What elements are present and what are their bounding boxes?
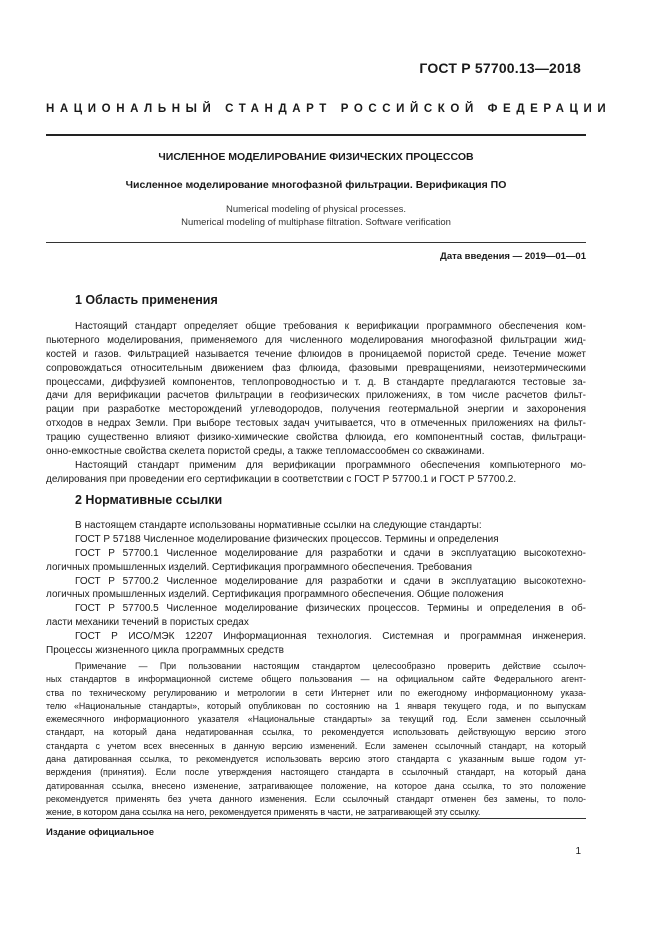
note-line: ных стандартов в информационной системе общего пользования — на официальном сайте Федерального агент- xyxy=(46,674,586,685)
note-line: рекомендуется применять без учета данного изменения. Если ссылочный стандарт отменен без замены, то поло- xyxy=(46,793,586,804)
note-line: датированная ссылка, внесено изменение, затрагивающее положение, на которое дана ссылка, то это положение xyxy=(46,780,586,791)
note-block xyxy=(46,660,586,820)
paragraph-line: отходов в недрах Земли. При выборе тестовых задач учитывается, что в отмеченных приложениях на фильт- xyxy=(46,418,586,430)
note-line: стандарта с учетом всех внесенных в данную версию изменений. Если заменен ссылочный стандарт, на который xyxy=(46,740,586,751)
note-line: ежемесячного информационного указателя «Национальные стандарты» за текущий год. Если заменен ссылочный xyxy=(46,714,586,725)
reference-line: ГОСТ Р 57700.1 Численное моделирование для разработки и сдачи в эксплуатацию высокотехно- xyxy=(75,547,586,559)
introduction-date: Дата введения — 2019—01—01 xyxy=(440,251,586,262)
reference-line: ГОСТ Р ИСО/МЭК 12207 Информационная технология. Системная и программная инженерия. xyxy=(75,631,586,643)
section-2-heading: 2 Нормативные ссылки xyxy=(75,493,223,507)
paragraph-line: дачи для верификации расчетов фильтрации в геофизических приложениях, в том числе расчетов фильт- xyxy=(46,390,586,402)
reference-line: ласти механики течений в пористых средах xyxy=(46,617,249,629)
paragraph-line: костей и газов. Фильтрацией называется течение флюидов в проницаемой пористой среде. Течение может xyxy=(46,348,586,360)
title-rule xyxy=(46,242,586,243)
footer-rule xyxy=(46,818,586,819)
paragraph-line: трацию существенно влияют физико-химические свойства флюида, его компонентный состав, фильтраци- xyxy=(46,432,586,444)
english-title-line-1: Numerical modeling of physical processes. xyxy=(225,204,407,215)
section-1-heading: 1 Область применения xyxy=(75,293,218,307)
document-subtitle: Численное моделирование многофазной фильтрации. Верификация ПО xyxy=(125,179,507,191)
note-line: верждения (принятия). Если после утверждения настоящего стандарта в ссылочный стандарт, на который дана xyxy=(46,767,586,778)
note-line: дана датированная ссылка, то рекомендуется использовать версию этого стандарта с указанным выше годом ут- xyxy=(46,754,586,765)
page-number: 1 xyxy=(575,846,581,857)
paragraph-line: Настоящий стандарт определяет общие требования к верификации программного обеспечения ком- xyxy=(75,321,586,332)
paragraph-line: пьютерного моделирования, применяемого для численного моделирования многофазной фильтрации жид- xyxy=(46,334,586,346)
reference-line: логичных промышленных изделий. Сертификация программного обеспечения. Общие положения xyxy=(46,589,504,601)
national-standard-banner: НАЦИОНАЛЬНЫЙ СТАНДАРТ РОССИЙСКОЙ ФЕДЕРАЦИИ xyxy=(46,103,612,115)
note-line: жение, в котором дана ссылка на него, рекомендуется применять в части, не затрагивающей эту ссылку. xyxy=(46,807,481,818)
reference-line: логичных промышленных изделий. Сертификация программного обеспечения. Требования xyxy=(46,561,473,573)
official-edition-label: Издание официальное xyxy=(46,827,154,838)
paragraph-line: Настоящий стандарт применим для верификации программного обеспечения компьютерного мо- xyxy=(75,459,586,471)
standard-code: ГОСТ Р 57700.13—2018 xyxy=(419,60,581,76)
paragraph-line: онно-емкостные свойства скелета пористой среды, а также тепломассообмен со скважинами. xyxy=(46,446,485,458)
reference-line: ГОСТ Р 57700.2 Численное моделирование для разработки и сдачи в эксплуатацию высокотехно- xyxy=(75,575,586,587)
header-rule xyxy=(46,134,586,136)
paragraph-line: рации при разработке месторождений углеводородов, получения геотермальной энергии и захоронения xyxy=(46,404,586,416)
paragraph-line: сопровождаться относительным движением фаз флюида, фазовыми превращениями, неизотермическими xyxy=(46,362,586,374)
note-line: ства по техническому регулированию и метрологии в сети Интернет или по ежегодному информационному указа- xyxy=(46,687,586,698)
english-title-line-2: Numerical modeling of multiphase filtration. Software verification xyxy=(181,217,451,228)
paragraph-line: процессами, диффузией компонентов, теплопроводностью и т. д. В стандарте предлагаются тестовые за- xyxy=(46,376,586,388)
reference-line: ГОСТ Р 57188 Численное моделирование физических процессов. Термины и определения xyxy=(75,533,499,545)
paragraph-line: В настоящем стандарте использованы нормативные ссылки на следующие стандарты: xyxy=(75,520,482,531)
note-line: стандарт, на который дана недатированная ссылка, то рекомендуется использовать действующую версию этого xyxy=(46,727,586,738)
document-title: ЧИСЛЕННОЕ МОДЕЛИРОВАНИЕ ФИЗИЧЕСКИХ ПРОЦЕССОВ xyxy=(158,151,474,163)
paragraph-line: делирования при проведении его сертификации в соответствии с ГОСТ Р 57700.1 и ГОСТ Р 57700.2. xyxy=(46,473,517,485)
note-line: телю «Национальные стандарты», который опубликован по состоянию на 1 января текущего года, и по выпускам xyxy=(46,700,586,711)
section-1-body xyxy=(46,320,586,487)
note-line: Примечание — При пользовании настоящим стандартом целесообразно проверить действие ссылоч- xyxy=(75,661,586,671)
reference-line: ГОСТ Р 57700.5 Численное моделирование физических процессов. Термины и определения в об- xyxy=(75,603,586,615)
section-2-body xyxy=(46,519,586,658)
reference-line: Процессы жизненного цикла программных средств xyxy=(46,645,284,657)
